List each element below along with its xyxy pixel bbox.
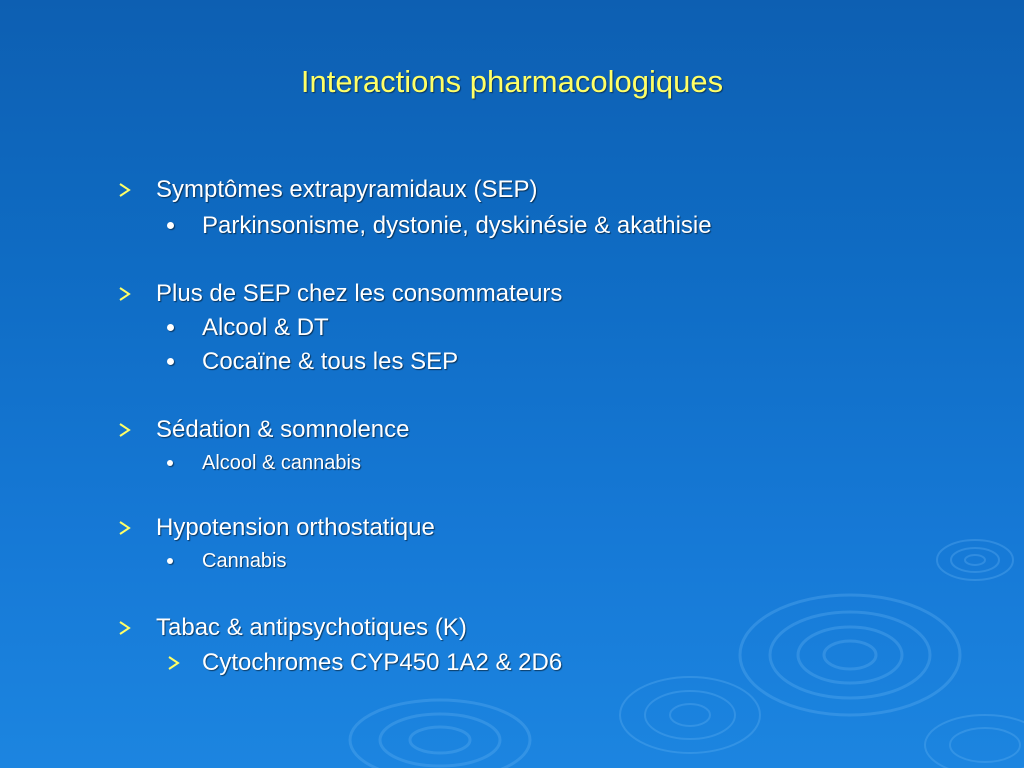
- arrow-bullet-icon: [118, 620, 132, 636]
- bullet-text: Hypotension orthostatique: [156, 514, 435, 541]
- arrow-bullet-icon: [167, 655, 181, 671]
- slide-title: Interactions pharmacologiques: [300, 64, 724, 99]
- bullet-text: Cocaïne & tous les SEP: [202, 348, 459, 375]
- dot-bullet-icon: [167, 558, 173, 564]
- bullet-text: Parkinsonisme, dystonie, dyskinésie & akathisie: [202, 212, 712, 239]
- dot-bullet-icon: [167, 222, 174, 229]
- arrow-bullet-icon: [118, 520, 132, 536]
- bullet-text: Symptômes extrapyramidaux (SEP): [156, 176, 538, 203]
- bullet-text: Alcool & DT: [202, 314, 329, 341]
- dot-bullet-icon: [167, 358, 174, 365]
- arrow-bullet-icon: [118, 286, 132, 302]
- arrow-bullet-icon: [118, 422, 132, 438]
- bullet-text: Tabac & antipsychotiques (K): [156, 614, 467, 641]
- bullet-text: Alcool & cannabis: [202, 452, 361, 474]
- bullet-text: Sédation & somnolence: [156, 416, 410, 443]
- dot-bullet-icon: [167, 324, 174, 331]
- bullet-text: Cytochromes CYP450 1A2 & 2D6: [202, 649, 563, 676]
- bullet-text: Cannabis: [202, 550, 287, 572]
- bullet-text: Plus de SEP chez les consommateurs: [156, 280, 563, 307]
- arrow-bullet-icon: [118, 182, 132, 198]
- dot-bullet-icon: [167, 460, 173, 466]
